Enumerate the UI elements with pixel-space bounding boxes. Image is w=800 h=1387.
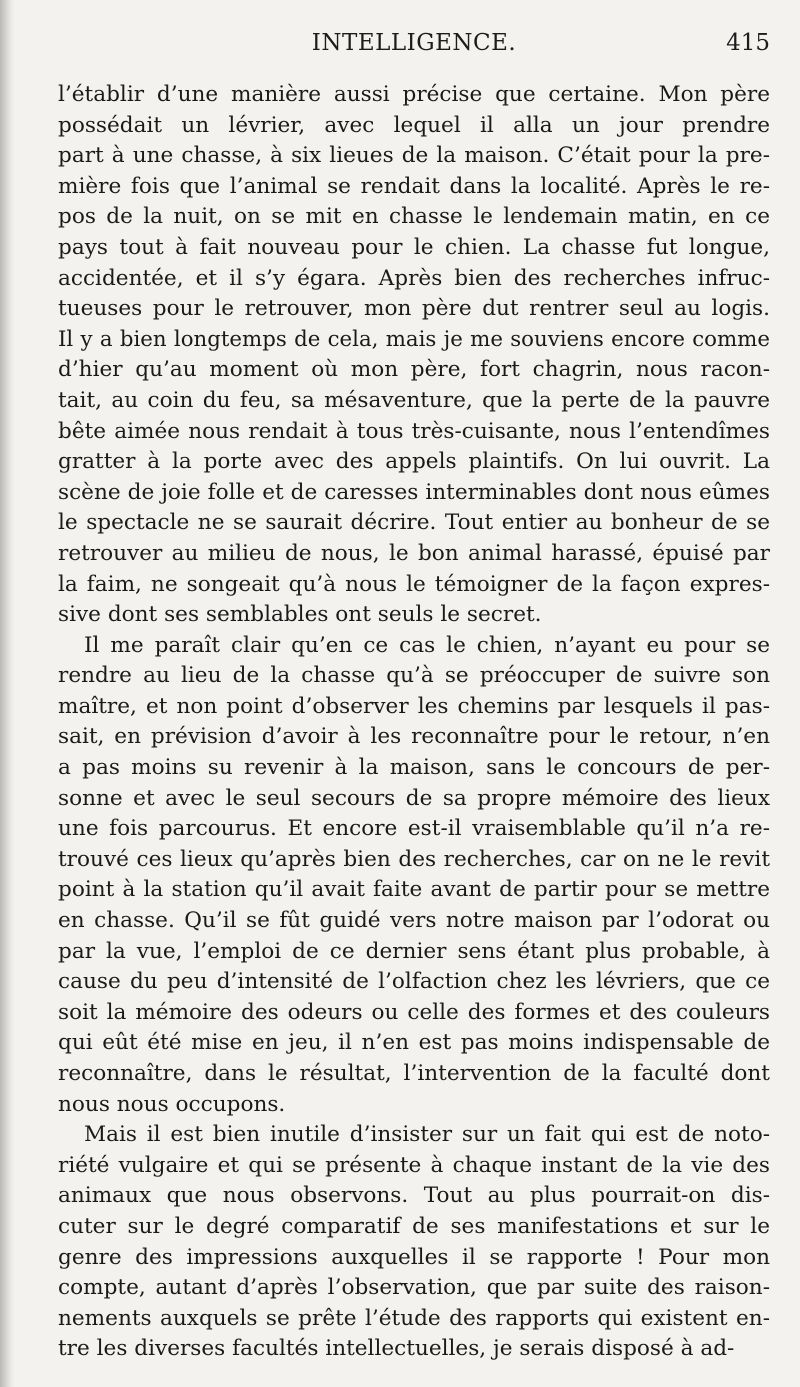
text-line: tait, au coin du feu, sa mésaventure, que la perte de la pauvre (58, 387, 770, 413)
text-line: cuter sur le degré comparatif de ses manifestations et sur le (58, 1213, 770, 1239)
text-line: nous nous occupons. (58, 1091, 286, 1117)
text-line: animaux que nous observons. Tout au plus pourrait-on dis- (58, 1183, 770, 1209)
paragraph (58, 80, 770, 631)
text-line: une fois parcourus. Et encore est-il vraisemblable qu’il n’a re- (58, 816, 770, 842)
text-line: par la vue, l’emploi de ce dernier sens étant plus probable, à (58, 938, 770, 964)
page-gutter-shadow (0, 0, 14, 1387)
text-line: d’hier qu’au moment où mon père, fort chagrin, nous racon- (58, 357, 770, 383)
text-line: Il me paraît clair qu’en ce cas le chien, n’ayant eu pour se (84, 632, 770, 658)
text-line: genre des impressions auxquelles il se rapporte ! Pour mon (58, 1244, 770, 1270)
text-line: riété vulgaire et qui se présente à chaque instant de la vie des (58, 1152, 770, 1178)
text-line: part à une chasse, à six lieues de la maison. C’était pour la pre- (58, 143, 770, 169)
text-line: pays tout à fait nouveau pour le chien. La chasse fut longue, (58, 234, 770, 260)
text-line: sait, en prévision d’avoir à les reconnaître pour le retour, n’en (58, 724, 770, 750)
text-line: sive dont ses semblables ont seuls le secret. (58, 602, 542, 628)
text-line: compte, autant d’après l’observation, que par suite des raison- (58, 1275, 770, 1301)
text-line: le spectacle ne se saurait décrire. Tout entier au bonheur de se (58, 510, 770, 536)
text-line: reconnaître, dans le résultat, l’intervention de la faculté dont (58, 1061, 770, 1086)
text-line: bête aimée nous rendait à tous très-cuisante, nous l’entendîmes (58, 418, 770, 444)
paragraph (58, 1120, 770, 1365)
text-line: sonne et avec le seul secours de sa propre mémoire des lieux (58, 785, 770, 811)
text-line: tueuses pour le retrouver, mon père dut rentrer seul au logis. (58, 296, 770, 322)
body-text (58, 80, 770, 1365)
page-header (58, 30, 770, 64)
text-line: cause du peu d’intensité de l’olfaction chez les lévriers, que ce (58, 969, 770, 995)
text-line: possédait un lévrier, avec lequel il alla un jour prendre (58, 112, 770, 138)
text-line: a pas moins su revenir à la maison, sans le concours de per- (58, 755, 770, 781)
text-line: retrouver au milieu de nous, le bon animal harassé, épuisé par (58, 540, 770, 566)
paragraph (58, 631, 770, 1121)
text-line: soit la mémoire des odeurs ou celle des formes et des couleurs (58, 999, 770, 1025)
text-line: la faim, ne songeait qu’à nous le témoigner de la façon expres- (58, 571, 770, 597)
text-line: rendre au lieu de la chasse qu’à se préoccuper de suivre son (58, 663, 770, 689)
text-line: gratter à la porte avec des appels plaintifs. On lui ouvrit. La (58, 449, 770, 475)
text-line: mière fois que l’animal se rendait dans la localité. Après le re- (58, 173, 770, 199)
text-line: trouvé ces lieux qu’après bien des recherches, car on ne le revit (58, 846, 770, 872)
text-line: l’établir d’une manière aussi précise que certaine. Mon père (58, 82, 770, 107)
text-line: point à la station qu’il avait faite avant de partir pour se mettre (58, 877, 770, 903)
text-line: tre les diverses facultés intellectuelles, je serais disposé à ad- (58, 1336, 735, 1362)
text-line: Il y a bien longtemps de cela, mais je me souviens encore comme (58, 326, 770, 352)
running-title: INTELLIGENCE. (311, 30, 517, 56)
page-number: 415 (726, 30, 770, 56)
text-line: pos de la nuit, on se mit en chasse le lendemain matin, en ce (58, 204, 770, 230)
text-line: maître, et non point d’observer les chemins par lesquels il pas- (58, 693, 770, 719)
text-line: nements auxquels se prête l’étude des rapports qui existent en- (58, 1305, 770, 1331)
text-line: en chasse. Qu’il se fût guidé vers notre maison par l’odorat ou (58, 908, 770, 934)
text-line: accidentée, et il s’y égara. Après bien des recherches infruc- (58, 265, 770, 291)
text-line: scène de joie folle et de caresses interminables dont nous eûmes (58, 479, 770, 505)
text-line: Mais il est bien inutile d’insister sur un fait qui est de noto- (84, 1122, 770, 1148)
text-line: qui eût été mise en jeu, il n’en est pas moins indispensable de (58, 1030, 770, 1056)
